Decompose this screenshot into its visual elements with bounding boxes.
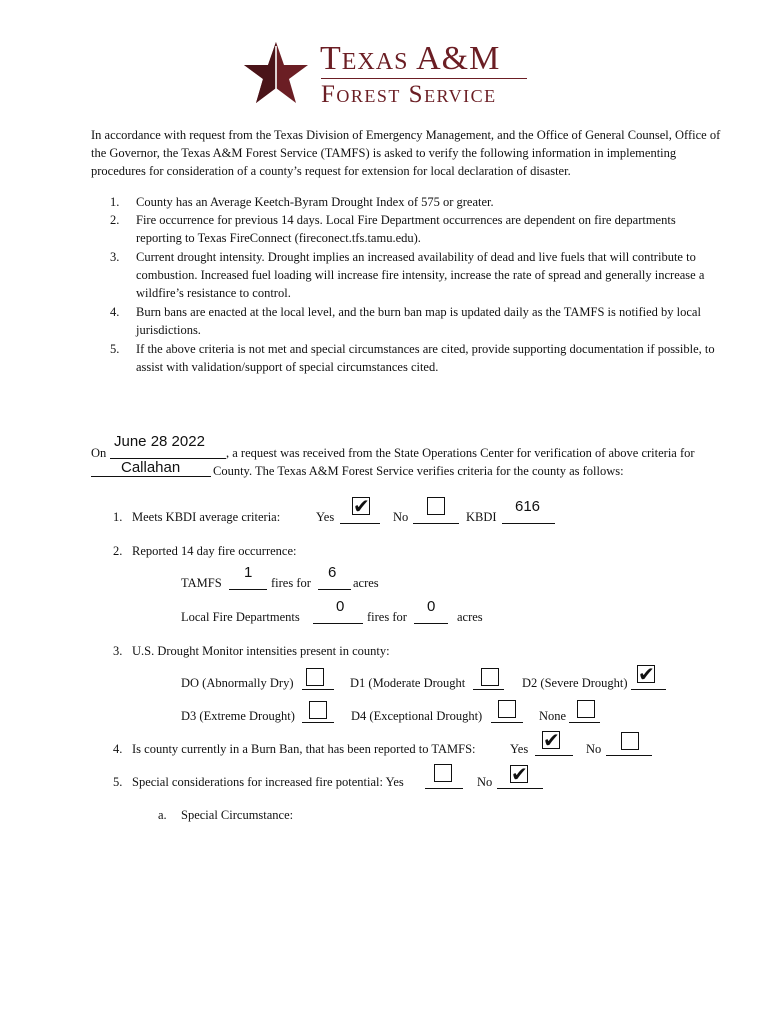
q5-num: 5.: [113, 775, 123, 789]
q3-num: 3.: [113, 644, 123, 658]
q2-local-label: Local Fire Departments: [181, 610, 300, 624]
criteria-item: [110, 193, 720, 213]
q5a-num: a.: [158, 808, 167, 822]
q2-fires-for: fires for: [271, 576, 311, 590]
criteria-item: [110, 340, 720, 378]
q3-label: U.S. Drought Monitor intensities present in county:: [132, 644, 390, 658]
q3-d3-line: [302, 722, 334, 723]
q2-acres: acres: [353, 576, 379, 590]
criteria-text: County has an Average Keetch-Byram Drought Index of 575 or greater.: [136, 195, 494, 209]
q2-local-fires-value[interactable]: 0: [336, 598, 345, 615]
q2-num: 2.: [113, 544, 123, 558]
q3-d4-line: [491, 722, 523, 723]
q1-no-label: No: [393, 510, 409, 524]
criteria-item: [110, 303, 720, 341]
intro-paragraph: In accordance with request from the Texas Division of Emergency Management, and the Office of General Counsel, Office of the Governor, the Texas A&M Forest Service (TAMFS) is asked to verify the following information in implementing procedures for consideration of a county’s request for extension for local declaration of disaster.: [91, 128, 721, 178]
q2-tamfs-acres-value[interactable]: 6: [328, 564, 337, 581]
q5-no-check-icon: ✔: [511, 762, 528, 786]
q3-d0-label: DO (Abnormally Dry): [181, 676, 294, 690]
q5-yes-checkbox[interactable]: [434, 764, 452, 782]
q2-tamfs-label: TAMFS: [181, 576, 222, 590]
q4-no-checkbox[interactable]: [621, 732, 639, 750]
q5-yes-line: [425, 788, 463, 789]
q1-kbdi-label: KBDI: [466, 510, 497, 524]
q4-yes-check-icon: ✔: [543, 728, 560, 752]
request-sentence-1: , a request was received from the State Operations Center for verification of above criteria for: [226, 446, 695, 460]
logo-title-line2: Forest Service: [321, 81, 497, 108]
q1-yes-label: Yes: [316, 510, 335, 524]
q5-no-label: No: [477, 775, 493, 789]
q1-kbdi-value[interactable]: 616: [515, 498, 541, 515]
q1-num: 1.: [113, 510, 123, 524]
q3-none-label: None: [539, 709, 567, 723]
county-field[interactable]: Callahan: [121, 459, 181, 476]
q2-local-fires-line: [313, 623, 363, 624]
q3-d2-label: D2 (Severe Drought): [522, 676, 628, 690]
q2-tamfs-fires-value[interactable]: 1: [244, 564, 253, 581]
q3-d2-line: [631, 689, 666, 690]
criteria-num: 1.: [110, 195, 120, 209]
q4-yes-line: [535, 755, 573, 756]
criteria-item: [110, 211, 720, 249]
q1-kbdi-line: [502, 523, 555, 524]
q4-num: 4.: [113, 742, 123, 756]
q1-no-checkbox[interactable]: [427, 497, 445, 515]
logo-title-line1: Texas A&M: [320, 40, 501, 77]
criteria-num: 4.: [110, 305, 120, 319]
q1-label: Meets KBDI average criteria:: [132, 510, 281, 524]
q2-local-fires-for: fires for: [367, 610, 407, 624]
q1-yes-check-icon: ✔: [353, 494, 370, 518]
q3-d1-checkbox[interactable]: [481, 668, 499, 686]
q2-local-acres-value[interactable]: 0: [427, 598, 436, 615]
q3-d1-line: [473, 689, 504, 690]
q2-tamfs-acres-line: [318, 589, 351, 590]
q1-no-line: [413, 523, 459, 524]
star-icon: [242, 40, 310, 106]
q3-d2-check-icon: ✔: [638, 662, 655, 686]
county-line: [91, 476, 211, 477]
q2-local-acres-line: [414, 623, 448, 624]
q5a-label: Special Circumstance:: [181, 808, 294, 822]
q3-d0-checkbox[interactable]: [306, 668, 324, 686]
logo-divider: [321, 78, 527, 79]
q2-label: Reported 14 day fire occurrence:: [132, 544, 297, 558]
q4-no-label: No: [586, 742, 602, 756]
q3-d1-label: D1 (Moderate Drought: [350, 676, 466, 690]
q3-d4-label: D4 (Exceptional Drought): [351, 709, 483, 723]
q3-none-line: [569, 722, 600, 723]
q3-d0-line: [302, 689, 334, 690]
q4-label: Is county currently in a Burn Ban, that has been reported to TAMFS:: [132, 742, 476, 756]
q3-d4-checkbox[interactable]: [498, 700, 516, 718]
request-sentence-2: County. The Texas A&M Forest Service verifies criteria for the county as follows:: [213, 464, 624, 478]
date-field[interactable]: June 28 2022: [114, 433, 205, 450]
criteria-item: [110, 248, 720, 304]
criteria-num: 3.: [110, 250, 120, 264]
q5-label: Special considerations for increased fire potential: Yes: [132, 775, 404, 789]
criteria-text: Fire occurrence for previous 14 days. Local Fire Department occurrences are dependent on fire departments reporting to Texas FireConnect (fireconect.tfs.tamu.edu).: [136, 213, 676, 245]
q3-d3-checkbox[interactable]: [309, 701, 327, 719]
criteria-text: Current drought intensity. Drought implies an increased availability of dead and live fuels that will contribute to combustion. Increased fuel loading will increase fire intensity, increase the rate of spread and generally increase a wildfire’s resistance to control.: [136, 250, 705, 300]
on-label: On: [91, 446, 107, 460]
q3-d3-label: D3 (Extreme Drought): [181, 709, 295, 723]
criteria-text: If the above criteria is not met and special circumstances are cited, provide supporting documentation if possible, to assist with validation/support of special circumstances cited.: [136, 342, 715, 374]
logo: [242, 40, 532, 112]
q3-none-checkbox[interactable]: [577, 700, 595, 718]
criteria-num: 5.: [110, 342, 120, 356]
q1-yes-line: [340, 523, 380, 524]
criteria-num: 2.: [110, 213, 120, 227]
q4-yes-label: Yes: [510, 742, 529, 756]
criteria-text: Burn bans are enacted at the local level, and the burn ban map is updated daily as the TAMFS is notified by local jurisdictions.: [136, 305, 701, 337]
q5-no-line: [497, 788, 543, 789]
q2-local-acres-label: acres: [457, 610, 483, 624]
q4-no-line: [606, 755, 652, 756]
q2-tamfs-fires-line: [229, 589, 267, 590]
